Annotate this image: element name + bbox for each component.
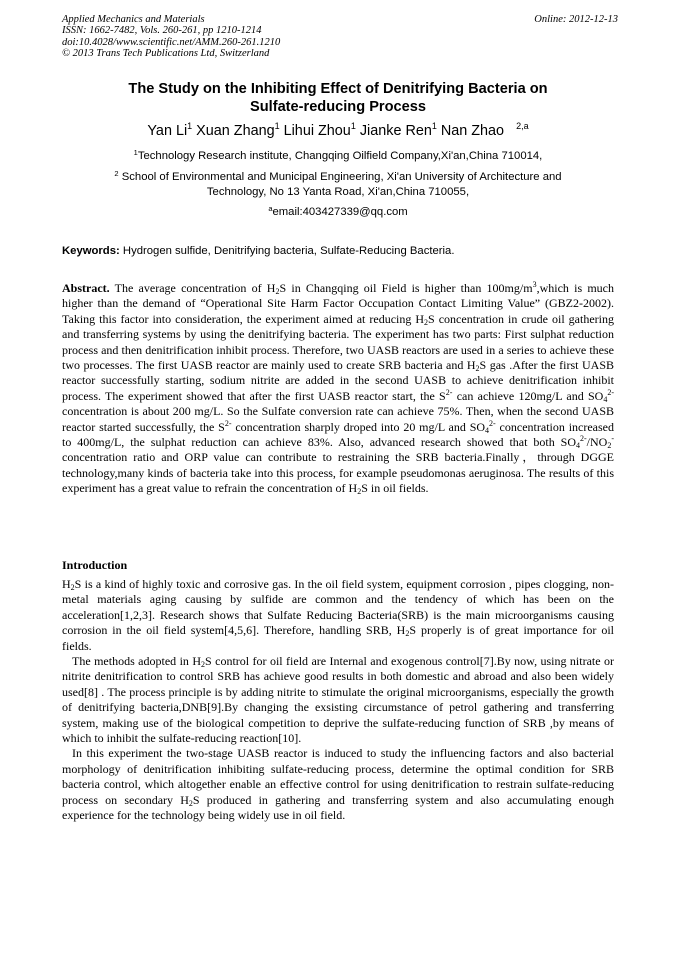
author-sup: 1 — [350, 121, 356, 131]
keywords-label: Keywords: — [62, 245, 120, 257]
email-address: email:403427339@qq.com — [272, 206, 408, 218]
superscript: 2- — [579, 434, 587, 444]
email-sup: a — [268, 204, 273, 213]
doi-line: doi:10.4028/www.scientific.net/AMM.260-261.1210 — [62, 36, 281, 48]
subscript: 2 — [188, 798, 193, 808]
superscript: - — [611, 434, 614, 444]
paragraph-text: S is a kind of highly toxic and corrosive gas. In the oil field system, equipment corrosion , pipes clogging, non-metal materials aging causing by sulfide are common and the tendency of which has been on the acceleration[1,2,3]. Research shows that Sulfate Reducing Bacteria(SRB) is the main microorganisms causing corrosion in the oil field system[4,5,6]. Therefore, handling SRB, H — [62, 577, 614, 638]
paragraph — [62, 577, 614, 654]
author-sup: 1 — [187, 121, 193, 131]
journal-header — [62, 14, 618, 60]
section-heading-introduction: Introduction — [62, 558, 128, 572]
abstract-text: /NO — [586, 435, 608, 450]
copyright-line: © 2013 Trans Tech Publications Ltd, Switzerland — [62, 48, 270, 60]
abstract — [62, 281, 614, 497]
affiliation-text: Technology Research institute, Changqing Oilfield Company,Xi'an,China 710014, — [137, 150, 543, 162]
paragraph-text: S control for oil field are Internal and exogenous control[7].By now, using nitrate or nitrite denitrification to control SRB has achieve good results in both domestic and abroad and also been widely used[8] . The process principle is by adding nitrite to stimulate the original microorganisms, especially the growth of denitrifying bacteria,DNB[9].By changing the exsisting circumstance of petrol gathering and transferring system, making use of the biological competition to deprive the sulfate-reducing function of SRB ,by means of which to inhibit the sulfate-reducing reaction[10]. — [62, 654, 614, 746]
issn-line: ISSN: 1662-7482, Vols. 260-261, pp 1210-1214 — [62, 25, 262, 37]
abstract-text: S in Changqing oil Field is higher than 100mg/m — [279, 281, 533, 295]
superscript: 3 — [532, 280, 537, 289]
affiliation-sup: 2 — [114, 169, 119, 178]
email-line — [62, 205, 614, 220]
author-name: Lihui Zhou — [283, 123, 351, 139]
author-list — [62, 122, 614, 140]
paragraph-text: S properly is of great importance for oil fields. — [62, 623, 614, 653]
journal-name: Applied Mechanics and Materials — [62, 14, 205, 25]
subscript: 4 — [485, 425, 490, 435]
paragraph-text: In this experiment the two-stage UASB reactor is induced to study the influencing factors and also bacterial morphology of denitrification inhibiting sulfate-reducing process, determine the optimal condition for SRB bacteria control, which altogether enable an effective control for using denitrification to restrain sulfate-reducing process on secondary H — [62, 746, 614, 807]
abstract-text: concentration is about 200 mg/L. So the Sulfate conversion rate can achieve 75%. Then, when the second UASB reactor started successfully, the S — [62, 404, 614, 434]
keywords-text: Hydrogen sulfide, Denitrifying bacteria, Sulfate-Reducing Bacteria. — [122, 245, 455, 257]
abstract-text: S gas .After the first UASB reactor successfully starting, sodium nitrite are added in the second UASB to achieve denitrification inhibit process. The experiment showed that after the first UASB reactor start, the S — [62, 358, 614, 403]
superscript: 2- — [224, 418, 232, 428]
online-date: Online: 2012-12-13 — [534, 14, 618, 25]
subscript: 2 — [275, 287, 280, 296]
abstract-text: concentration increased to 400mg/L, the sulphat reduction can achieve 83%. Also, advanced research showed that both SO — [62, 419, 614, 450]
abstract-text: concentration ratio and ORP value can contribute to restraining the SRB bacteria.Finally，through DGGE technology,many kinds of bacteria take into this process, for example pseudomonas aeruginosa. The results of this experiment has a great value to refrain the concentration of H — [62, 450, 614, 496]
subscript: 2 — [357, 487, 362, 497]
subscript: 2 — [405, 629, 410, 639]
subscript: 2 — [424, 317, 429, 327]
author-name: Jianke Ren — [359, 123, 432, 139]
author-name: Xuan Zhang — [196, 123, 275, 139]
author-sup: 1 — [431, 121, 437, 131]
keywords — [62, 244, 618, 259]
abstract-text: S in oil fields. — [361, 481, 429, 496]
abstract-text: concentration sharply droped into 20 mg/L and SO — [231, 419, 486, 434]
affiliation-text: Technology, No 13 Yanta Road, Xi'an,China 710055, — [206, 186, 470, 198]
paragraph-text: The methods adopted in H — [72, 654, 202, 669]
title-line-1: The Study on the Inhibiting Effect of Denitrifying Bacteria on — [128, 81, 548, 97]
abstract-text: S concentration in crude oil gathering and transferring systems by using the denitrifying bacteria. The experiment has two parts: First sulphat reduction process and then denitrification inhibit process. Therefore, two UASB reactors are used in a series to achieve these two processes. The first UASB reactor are mainly used to create SRB bacteria and H — [62, 311, 614, 373]
paragraph-text: S produced in gathering and transferring system and also accumulating enough experience for the technology being widely use in oil field. — [62, 792, 614, 823]
author-sup: 2,a — [516, 121, 529, 131]
title-line-2: Sulfate-reducing Process — [250, 99, 426, 115]
affiliation-text: School of Environmental and Municipal Engineering, Xi'an University of Architecture and — [121, 171, 562, 183]
superscript: 2- — [607, 387, 614, 397]
subscript: 2 — [70, 583, 75, 592]
abstract-label: Abstract. — [62, 281, 110, 295]
paper-title — [62, 80, 614, 116]
author-sup: 1 — [274, 121, 280, 131]
subscript: 4 — [603, 394, 608, 404]
affiliation-1 — [62, 149, 614, 164]
subscript: 4 — [575, 441, 580, 451]
author-name: Yan Li — [147, 123, 188, 139]
superscript: 2- — [445, 387, 453, 397]
paragraph-text: H — [62, 577, 71, 591]
affiliation-2 — [62, 170, 614, 200]
subscript: 2 — [607, 441, 612, 451]
abstract-text: ,which is much higher than the demand of “Operational Site Harm Factor Occupation Contact Limiting Value” (GBZ2-2002). Taking this factor into consideration, the experiment aimed at reducing H — [62, 281, 614, 326]
abstract-text: can achieve 120mg/L and SO — [452, 388, 604, 403]
abstract-text: The average concentration of H — [114, 281, 276, 295]
subscript: 2 — [475, 364, 480, 374]
superscript: 2- — [489, 418, 496, 428]
subscript: 2 — [201, 660, 206, 670]
affiliation-sup: 1 — [133, 148, 138, 157]
introduction-body — [62, 577, 614, 824]
paragraph — [62, 746, 614, 823]
author-name: Nan Zhao — [440, 123, 505, 139]
paragraph — [62, 654, 614, 746]
